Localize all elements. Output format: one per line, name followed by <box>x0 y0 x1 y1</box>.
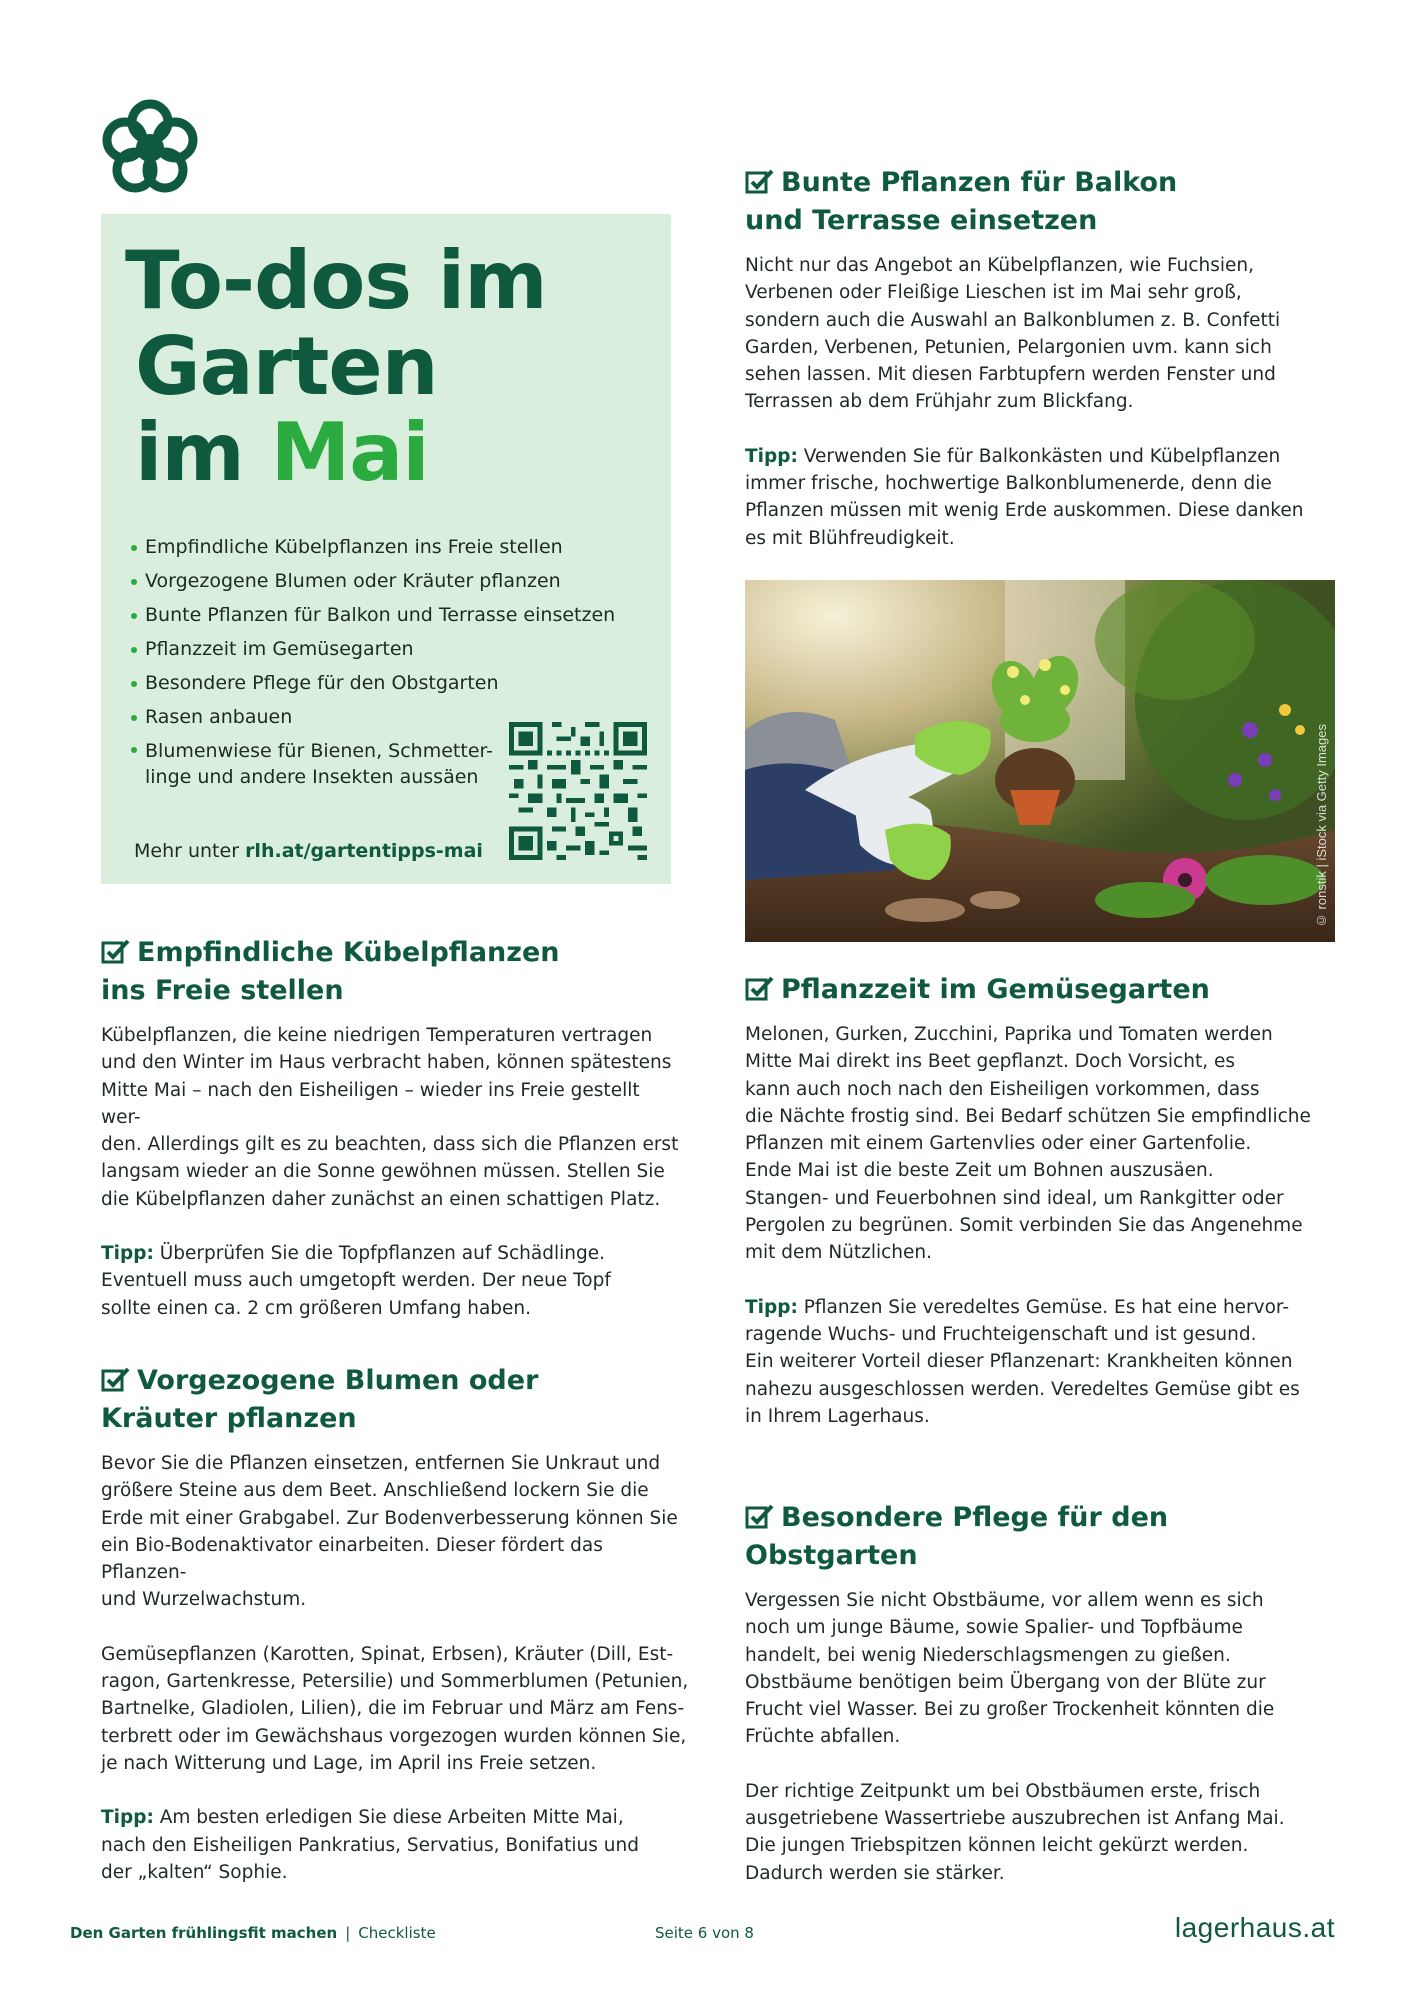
checkbox-checked-icon <box>745 1503 775 1529</box>
tip-paragraph <box>101 1240 681 1322</box>
title-accent-word: Mai <box>270 406 429 499</box>
footer-separator: | <box>345 1924 351 1942</box>
list-item: Besondere Pflege für den Obstgarten <box>129 666 615 700</box>
body-line: Frucht viel Wasser. Bei zu großer Trockenheit könnten die <box>745 1699 1275 1721</box>
body-line: ausgetriebene Wassertriebe auszubrechen ist Anfang Mai. <box>745 1808 1285 1830</box>
body-line: Der richtige Zeitpunkt um bei Obstbäumen erste, frisch <box>745 1780 1261 1802</box>
checkbox-checked-icon <box>745 975 775 1001</box>
section-title-line: Empfindliche Kübelpflanzen <box>137 937 560 968</box>
title-line-3-prefix: im <box>135 406 271 499</box>
tip-label: Tipp: <box>101 1243 154 1265</box>
body-line: Obstbäume benötigen beim Übergang von der Blüte zur <box>745 1671 1266 1693</box>
section-balkon-terrasse <box>745 164 1335 552</box>
tip-label: Tipp: <box>745 1296 798 1318</box>
tip-line: ragende Wuchs- und Fruchteigenschaft und ist gesund. <box>745 1323 1257 1345</box>
section-title <box>745 164 1335 240</box>
flower-logo-icon <box>100 98 200 198</box>
body-line: langsam wieder an die Sonne gewöhnen müssen. Stellen Sie <box>101 1161 665 1183</box>
list-item: Vorgezogene Blumen oder Kräuter pflanzen <box>129 564 615 598</box>
list-item: Bunte Pflanzen für Balkon und Terrasse einsetzen <box>129 598 615 632</box>
body-line: ein Bio-Bodenaktivator einarbeiten. Dieser fördert das Pflanzen- <box>101 1534 603 1584</box>
list-item: Pflanzzeit im Gemüsegarten <box>129 632 615 666</box>
tip-line: nach den Eisheiligen Pankratius, Servatius, Bonifatius und <box>101 1834 639 1856</box>
section-title-line: Kräuter pflanzen <box>101 1403 357 1434</box>
section-title <box>101 934 681 1010</box>
hero-panel <box>101 214 671 884</box>
checkbox-checked-icon <box>745 168 775 194</box>
tip-line: Pflanzen müssen mit wenig Erde auskommen. Diese danken <box>745 500 1304 522</box>
list-item-line: linge und andere Insekten aussäen <box>145 766 479 788</box>
body-line: die Kübelpflanzen daher zunächst an einen schattigen Platz. <box>101 1188 661 1210</box>
tip-paragraph <box>745 443 1335 552</box>
body-line: Terrassen ab dem Frühjahr zum Blickfang. <box>745 391 1134 413</box>
more-info-line <box>134 840 483 862</box>
body-line: und Wurzelwachstum. <box>101 1589 307 1611</box>
body-line: Früchte abfallen. <box>745 1726 901 1748</box>
section-body <box>101 1641 691 1777</box>
section-body <box>745 252 1335 416</box>
body-line: Garden, Verbenen, Petunien, Pelargonien uvm. kann sich <box>745 336 1272 358</box>
tip-line: Verwenden Sie für Balkonkästen und Kübelpflanzen <box>797 445 1281 467</box>
section-gemuesegarten <box>745 971 1335 1430</box>
body-line: Pflanzen mit einem Gartenvlies oder einer Gartenfolie. <box>745 1133 1252 1155</box>
body-line: die Nächte frostig sind. Bei Bedarf schützen Sie empfindliche <box>745 1105 1311 1127</box>
body-line: Verbenen oder Fleißige Lieschen ist im Mai sehr groß, <box>745 282 1242 304</box>
body-line: Kübelpflanzen, die keine niedrigen Temperaturen vertragen <box>101 1025 653 1046</box>
body-line: und den Winter im Haus verbracht haben, können spätestens <box>101 1052 672 1074</box>
body-line: größere Steine aus dem Beet. Anschließend lockern Sie die <box>101 1480 649 1502</box>
footer-doc-title: Den Garten frühlingsfit machen <box>70 1924 338 1942</box>
section-obstgarten <box>745 1499 1345 1887</box>
checkbox-checked-icon <box>101 938 131 964</box>
footer-doc-type: Checkliste <box>358 1924 436 1942</box>
tip-line: immer frische, hochwertige Balkonblumenerde, denn die <box>745 473 1272 495</box>
gardening-photo-illustration <box>745 580 1335 942</box>
tip-label: Tipp: <box>101 1807 154 1829</box>
section-title <box>745 971 1335 1009</box>
section-title <box>745 1499 1345 1575</box>
tip-line: der „kalten“ Sophie. <box>101 1861 288 1883</box>
body-line: sondern auch die Auswahl an Balkonblumen z. B. Confetti <box>745 309 1281 331</box>
section-body <box>745 1778 1345 1887</box>
section-title-line: Besondere Pflege für den Obstgarten <box>745 1502 1169 1571</box>
body-line: Die jungen Triebspitzen können leicht gekürzt werden. <box>745 1835 1249 1857</box>
tip-line: Ein weiterer Vorteil dieser Pflanzenart: Krankheiten können <box>745 1351 1293 1373</box>
section-body <box>745 1587 1345 1751</box>
section-title-line: Vorgezogene Blumen oder <box>137 1365 539 1396</box>
body-line: Melonen, Gurken, Zucchini, Paprika und Tomaten werden <box>745 1024 1273 1045</box>
tip-line: sollte einen ca. 2 cm größeren Umfang haben. <box>101 1297 532 1319</box>
footer-doc-info <box>70 1924 436 1942</box>
section-body <box>101 1450 691 1614</box>
tip-label: Tipp: <box>745 445 798 467</box>
body-line: terbrett oder im Gewächshaus vorgezogen wurden können Sie, <box>101 1725 687 1747</box>
body-line: Nicht nur das Angebot an Kübelpflanzen, wie Fuchsien, <box>745 255 1254 276</box>
body-line: ragon, Gartenkresse, Petersilie) und Sommerblumen (Petunien, <box>101 1671 689 1693</box>
brand-link[interactable]: lagerhaus.at <box>1174 1912 1335 1943</box>
title-line-3 <box>125 406 547 499</box>
body-line: je nach Witterung und Lage, im April ins Freie setzen. <box>101 1752 597 1774</box>
more-info-link[interactable]: rlh.at/gartentipps-mai <box>245 840 483 862</box>
list-item: Rasen anbauen <box>129 700 615 734</box>
section-title-line: Pflanzzeit im Gemüsegarten <box>781 974 1210 1005</box>
body-line: Dadurch werden sie stärker. <box>745 1862 1005 1884</box>
title-line-1: To-dos im <box>125 234 547 327</box>
body-line: mit dem Nützlichen. <box>745 1242 933 1264</box>
list-item: Empfindliche Kübelpflanzen ins Freie stellen <box>129 530 615 564</box>
tip-line: nahezu ausgeschlossen werden. Veredeltes Gemüse gibt es <box>745 1378 1300 1400</box>
tip-paragraph <box>745 1294 1335 1430</box>
body-line: handelt, bei wenig Niederschlagsmengen zu gießen. <box>745 1644 1231 1666</box>
tip-paragraph <box>101 1804 691 1886</box>
body-line: Vergessen Sie nicht Obstbäume, vor allem wenn es sich <box>745 1590 1264 1611</box>
body-line: Ende Mai ist die beste Zeit um Bohnen auszusäen. <box>745 1160 1214 1182</box>
body-line: Bartnelke, Gladiolen, Lilien), die im Februar und März am Fens- <box>101 1698 685 1720</box>
body-line: Mitte Mai – nach den Eisheiligen – wieder ins Freie gestellt wer- <box>101 1079 640 1128</box>
body-line: noch um junge Bäume, sowie Spalier- und Topfbäume <box>745 1617 1243 1639</box>
tip-line: Pflanzen Sie veredeltes Gemüse. Es hat eine hervor- <box>797 1296 1290 1318</box>
tip-line: es mit Blühfreudigkeit. <box>745 527 955 549</box>
body-line: Mitte Mai direkt ins Beet gepflanzt. Doch Vorsicht, es <box>745 1051 1235 1073</box>
photo-credit: © ronstik | iStock via Getty Images <box>1314 723 1329 928</box>
body-line: kann auch noch nach den Eisheiligen vorkommen, dass <box>745 1078 1260 1100</box>
page-number: Seite 6 von 8 <box>655 1924 754 1942</box>
gardening-photo <box>745 580 1335 942</box>
section-title <box>101 1362 691 1438</box>
checkbox-checked-icon <box>101 1366 131 1392</box>
tip-line: Überprüfen Sie die Topfpflanzen auf Schädlinge. <box>153 1243 605 1265</box>
body-line: sehen lassen. Mit diesen Farbtupfern werden Fenster und <box>745 364 1276 386</box>
page-title <box>125 234 547 499</box>
section-title-line: und Terrasse einsetzen <box>745 205 1098 236</box>
list-item-line: Blumenwiese für Bienen, Schmetter- <box>145 740 493 762</box>
section-body <box>745 1021 1335 1267</box>
body-line: Bevor Sie die Pflanzen einsetzen, entfernen Sie Unkraut und <box>101 1453 661 1474</box>
body-line: den. Allerdings gilt es zu beachten, dass sich die Pflanzen erst <box>101 1134 679 1156</box>
tip-line: Eventuell muss auch umgetopft werden. Der neue Topf <box>101 1270 611 1292</box>
section-title-line: Bunte Pflanzen für Balkon <box>781 167 1178 198</box>
tip-line: in Ihrem Lagerhaus. <box>745 1405 930 1427</box>
section-title-line: ins Freie stellen <box>101 975 344 1006</box>
section-vorgezogene-blumen <box>101 1362 691 1886</box>
body-line: Pergolen zu begrünen. Somit verbinden Sie das Angenehme <box>745 1215 1303 1237</box>
body-line: Stangen- und Feuerbohnen sind ideal, um Rankgitter oder <box>745 1187 1284 1209</box>
section-kuebelpflanzen <box>101 934 681 1322</box>
body-line: Erde mit einer Grabgabel. Zur Bodenverbesserung können Sie <box>101 1507 678 1529</box>
tip-line: Am besten erledigen Sie diese Arbeiten Mitte Mai, <box>153 1807 624 1829</box>
body-line: Gemüsepflanzen (Karotten, Spinat, Erbsen), Kräuter (Dill, Est- <box>101 1643 674 1665</box>
title-line-2: Garten <box>135 320 438 413</box>
more-info-prefix: Mehr unter <box>134 840 246 862</box>
qr-code[interactable] <box>509 722 647 860</box>
section-body <box>101 1022 681 1213</box>
